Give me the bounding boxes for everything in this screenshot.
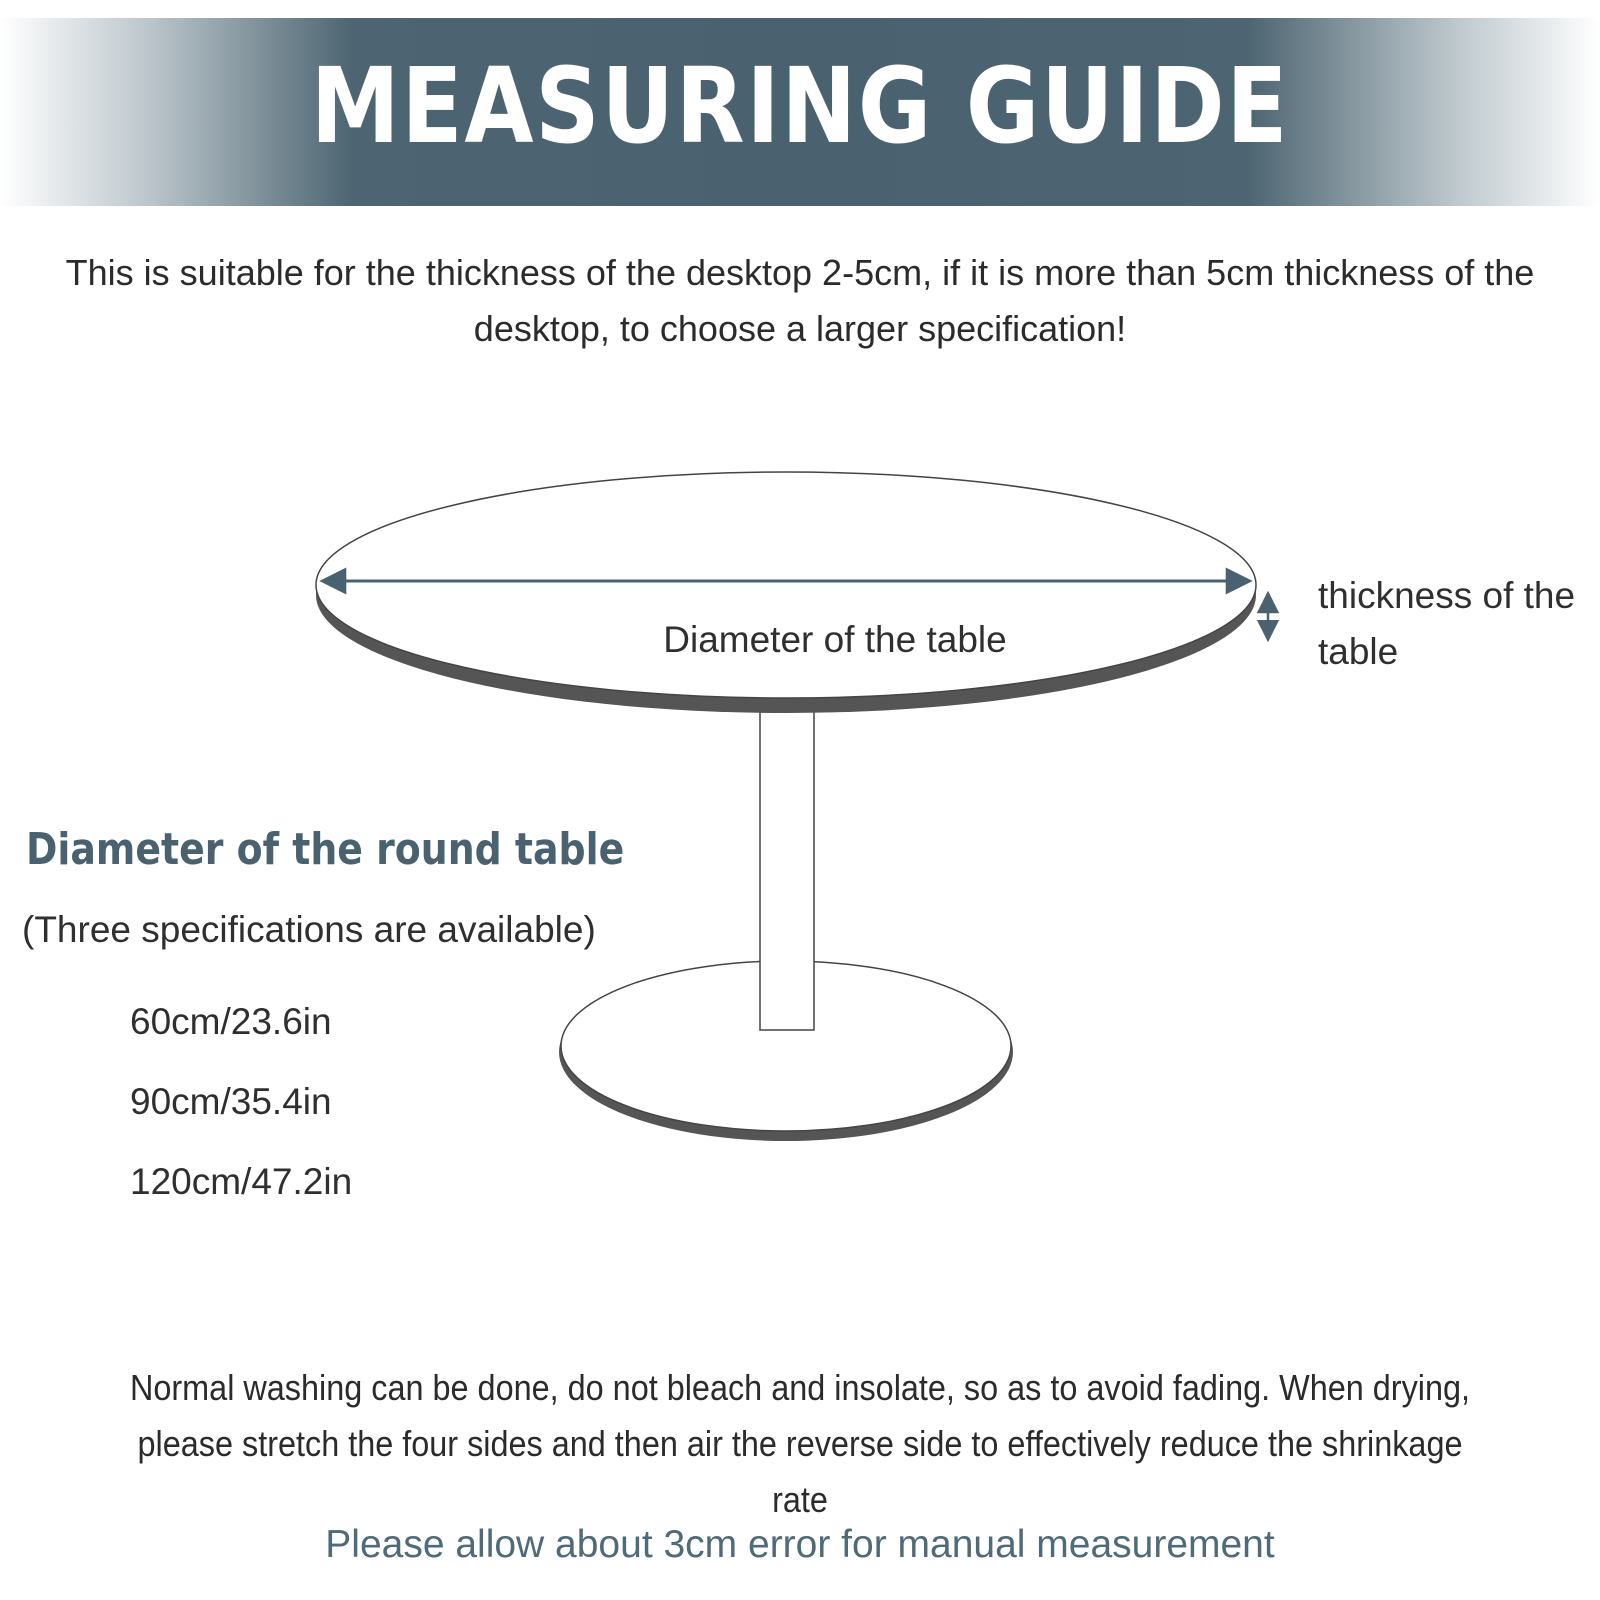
title-banner bbox=[0, 18, 1600, 206]
specification-item: 90cm/35.4in bbox=[130, 1081, 332, 1122]
table-top-surface bbox=[316, 472, 1256, 698]
diameter-label: Diameter of the table bbox=[663, 619, 1007, 660]
measurement-note: Please allow about 3cm error for manual measurement bbox=[325, 1523, 1275, 1566]
specification-item: 120cm/47.2in bbox=[130, 1161, 353, 1202]
table-leg bbox=[760, 700, 814, 1030]
page-title: MEASURING GUIDE bbox=[310, 45, 1290, 167]
care-instructions: Normal washing can be done, do not bleach and insolate, so as to avoid fading. When drying, please stretch the four sides and then air the reverse side to effectively reduce the shrinkage rate bbox=[129, 1367, 1471, 1520]
specification-item: 60cm/23.6in bbox=[130, 1001, 332, 1042]
specifications-heading: Diameter of the round table bbox=[26, 824, 625, 875]
intro-text: This is suitable for the thickness of the desktop 2-5cm, if it is more than 5cm thickness of the desktop, to choose a larger specification! bbox=[65, 252, 1535, 349]
specifications-subheading: (Three specifications are available) bbox=[22, 909, 596, 950]
specification-list bbox=[130, 1000, 352, 1240]
thickness-label: thickness of the table bbox=[1318, 575, 1576, 672]
